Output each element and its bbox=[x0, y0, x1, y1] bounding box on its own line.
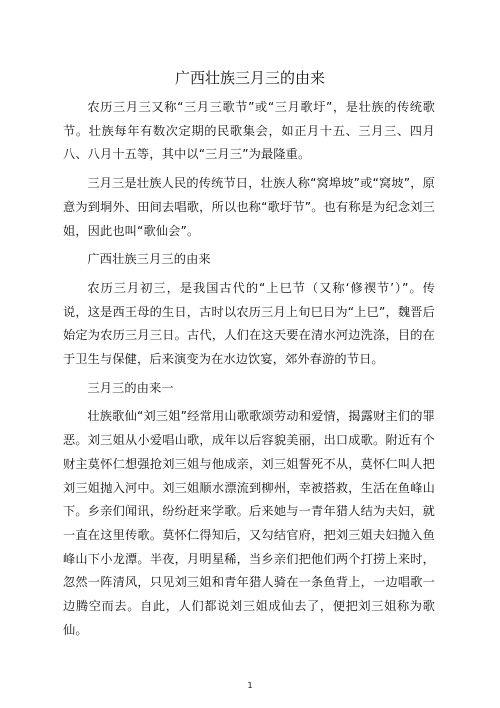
section-heading-origin: 广西壮族三月三的由来 bbox=[87, 252, 211, 267]
page-number: 1 bbox=[247, 681, 253, 690]
paragraph-liu-sanjie: 壮族歌仙“刘三姐”经常用山歌歌颂劳动和爱情，揭露财主们的罪恶。刘三姐从小爱唱山歌，成年以后容貌美丽，出口成歌。附近有个财主莫怀仁想强抢刘三姐与他成亲，刘三姐誓死不从，莫怀仁叫人把刘三姐抛入河中。刘三姐顺水漂流到柳州，幸被搭救，生活在鱼峰山下。乡亲们闻讯，纷纷赶来学歌。后来她与一青年猎人结为夫妇，就一直在这里传歌。莫怀仁得知后，又勾结官府，把刘三姐夫妇抛入鱼峰山下小龙潭。半夜，月明星稀，当乡亲们把他们两个打捞上来时，忽然一阵清风，只见刘三姐和青年猎人骑在一条鱼背上，一边唱歌一边腾空而去。自此，人们都说刘三姐成仙去了，便把刘三姐称为歌仙。 bbox=[63, 409, 435, 637]
document-body bbox=[63, 96, 435, 647]
document-title: 广西壮族三月三的由来 bbox=[174, 69, 325, 87]
paragraph-festival: 三月三是壮族人民的传统节日，壮族人称“窝埠坡”或“窝坡”，原意为到垌外、田间去唱歌，所以也称“歌圩节”。也有称是为纪念刘三姐，因此也叫“歌仙会”。 bbox=[63, 176, 435, 238]
paragraph-intro: 农历三月三又称“三月三歌节”或“三月歌圩”，是壮族的传统歌节。壮族每年有数次定期的民歌集会，如正月十五、三月三、四月八、八月十五等，其中以“三月三”为最隆重。 bbox=[63, 100, 435, 162]
paragraph-shangsi: 农历三月初三，是我国古代的“上巳节（又称‘修禊节’）”。传说，这是西王母的生日，古时以农历三月上旬巳日为“上巳”，魏晋后始定为农历三月三日。古代，人们在这天要在清水河边洗涤，目的在于卫生与保健，后来演变为在水边饮宴，郊外春游的节日。 bbox=[63, 280, 435, 367]
section-heading-origin-one: 三月三的由来一 bbox=[87, 380, 174, 395]
